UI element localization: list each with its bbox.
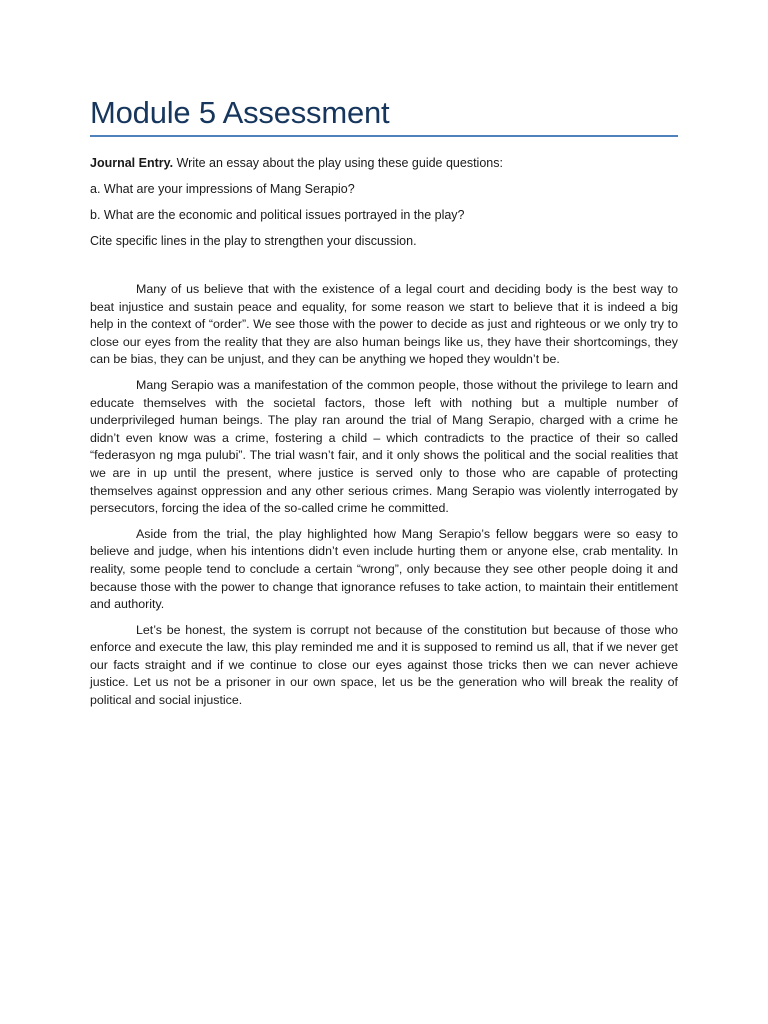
instructions-section (90, 155, 678, 250)
document-page (90, 0, 678, 718)
instructions-intro (90, 155, 678, 172)
essay-paragraph-3: Aside from the trial, the play highlighted how Mang Serapio’s fellow beggars were so easy to believe and judge, when his intentions didn’t even include hurting them or anyone else, crab mentality. In reality, some people tend to conclude a certain “wrong”, only because they see other people doing it and because those with the power to change that ignorance refuses to take action, to maintain their entitlement and authority. (90, 526, 678, 612)
title-divider (90, 135, 678, 137)
instructions-note: Cite specific lines in the play to strengthen your discussion. (90, 234, 417, 248)
essay-body (90, 281, 678, 710)
guide-question-b: b. What are the economic and political issues portrayed in the play? (90, 208, 465, 222)
guide-question-a: a. What are your impressions of Mang Serapio? (90, 182, 355, 196)
essay-paragraph-2: Mang Serapio was a manifestation of the common people, those without the privilege to learn and educate themselves with the societal factors, those left with nothing but a multiple number of underprivileged human beings. The play ran around the trial of Mang Serapio, charged with a crime he didn’t even know was a crime, fostering a child – which contradicts to the practice of their so called “federasyon ng mga pulubi”. The trial wasn’t fair, and it only shows the political and the social realities that we are in up until the present, where justice is served only to those who are capable of protecting themselves against oppression and any other serious crimes. Mang Serapio was violently interrogated by persecutors, forcing the idea of the so-called crime he committed. (90, 377, 678, 516)
instructions-text: Write an essay about the play using these guide questions: (173, 156, 503, 170)
document-title: Module 5 Assessment (90, 95, 390, 130)
essay-paragraph-4: Let’s be honest, the system is corrupt not because of the constitution but because of those who enforce and execute the law, this play reminded me and it is supposed to remind us all, that if we never get our facts straight and if we continue to close our eyes against those tricks then we can never achieve justice. Let us not be a prisoner in our own space, let us be the generation who will break the reality of political and social injustice. (90, 622, 678, 708)
essay-paragraph-1: Many of us believe that with the existence of a legal court and deciding body is the best way to beat injustice and sustain peace and equality, for some reason we start to believe that it is indeed a big help in the context of “order”. We see those with the power to decide as just and righteous or we only try to close our eyes from the reality that they are also human beings like us, they have their shortcomings, they can be bias, they can be unjust, and they can be anything we hoped they wouldn’t be. (90, 282, 678, 367)
journal-entry-label: Journal Entry. (90, 156, 174, 170)
